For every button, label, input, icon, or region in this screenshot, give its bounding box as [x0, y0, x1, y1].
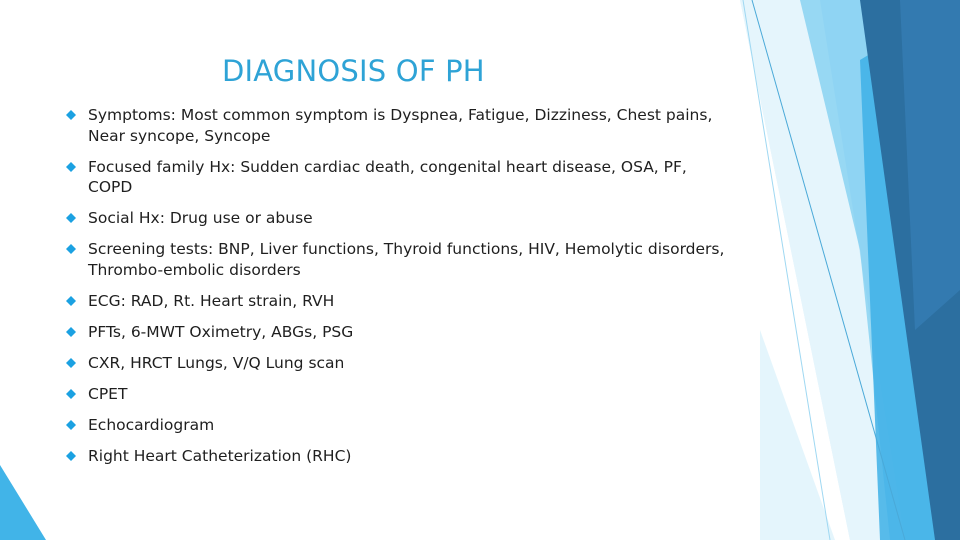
diamond-bullet-icon: [66, 327, 76, 337]
bullet-item: [66, 157, 736, 198]
bullet-text: Screening tests: BNP, Liver functions, Thyroid functions, HIV, Hemolytic disorders, Thrombo-embolic disorders: [88, 240, 725, 279]
slide-title: DIAGNOSIS OF PH: [222, 54, 485, 88]
diamond-bullet-icon: [66, 451, 76, 461]
bullet-item: [66, 105, 736, 146]
bullet-text: Right Heart Catheterization (RHC): [88, 447, 352, 466]
bullet-text: Social Hx: Drug use or abuse: [88, 209, 313, 228]
diamond-bullet-icon: [66, 296, 76, 306]
bullet-item: [66, 415, 736, 436]
diamond-bullet-icon: [66, 213, 76, 223]
bullet-item: [66, 384, 736, 405]
diamond-bullet-icon: [66, 162, 76, 172]
bullet-item: [66, 239, 736, 280]
bullet-text: Focused family Hx: Sudden cardiac death, congenital heart disease, OSA, PF, COPD: [88, 157, 687, 197]
bullet-item: [66, 353, 736, 374]
diamond-bullet-icon: [66, 420, 76, 430]
bullet-text: PFTs, 6-MWT Oximetry, ABGs, PSG: [88, 322, 354, 341]
diamond-bullet-icon: [66, 389, 76, 399]
bullet-text: ECG: RAD, Rt. Heart strain, RVH: [88, 291, 335, 310]
diamond-bullet-icon: [66, 110, 76, 120]
bullet-text: Symptoms: Most common symptom is Dyspnea, Fatigue, Dizziness, Chest pains, Near syncope, Syncope: [88, 106, 713, 145]
bullet-text: Echocardiogram: [88, 416, 215, 435]
bullet-item: [66, 446, 736, 467]
bullet-item: [66, 291, 736, 312]
bullet-item: [66, 208, 736, 229]
diamond-bullet-icon: [66, 358, 76, 368]
bullet-text: CXR, HRCT Lungs, V/Q Lung scan: [88, 354, 345, 373]
bullet-item: [66, 322, 736, 343]
diamond-bullet-icon: [66, 244, 76, 254]
left-corner-triangle: [0, 465, 46, 540]
bullet-text: CPET: [88, 385, 128, 404]
bullet-list: [66, 105, 736, 477]
